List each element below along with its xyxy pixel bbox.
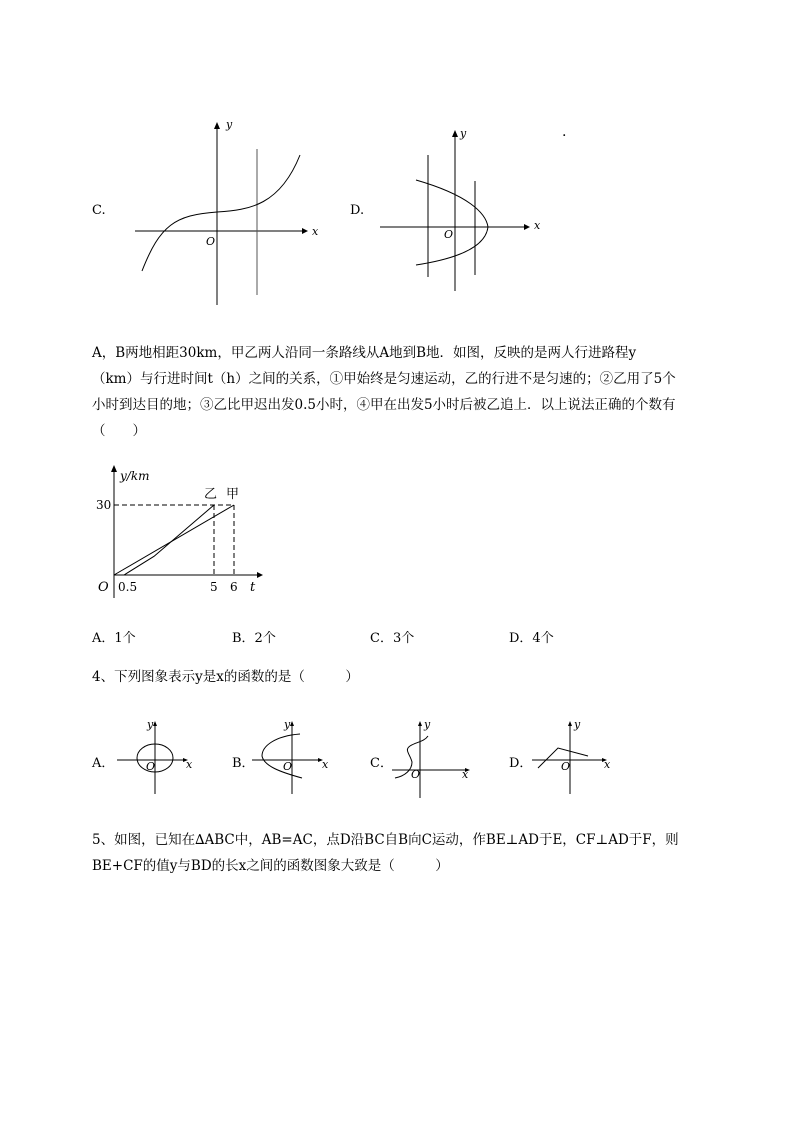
svg-text:O: O — [283, 760, 293, 773]
q5-line-2: BE+CF的值y与BD的长x之间的函数图象大致是（ ） — [92, 858, 449, 874]
q3-legend-yi: 乙 — [204, 487, 218, 502]
d-y-arrow — [452, 130, 458, 137]
q3-x-arrow — [257, 572, 263, 578]
svg-text:O: O — [146, 760, 156, 773]
q3-x-axis-label: t — [250, 580, 256, 595]
svg-text:y: y — [424, 718, 431, 731]
q2-option-c-label: C. — [92, 203, 106, 218]
c-cubic-curve — [142, 155, 300, 271]
q4-option-c-label: C． — [370, 756, 393, 771]
svg-text:x: x — [186, 758, 193, 771]
svg-text:x: x — [462, 768, 469, 781]
q4-question: 4、下列图象表示y是x的函数的是（ ） — [92, 669, 359, 685]
svg-text:O: O — [411, 768, 421, 781]
c-y-arrow — [214, 122, 220, 129]
q3-option-b: B．2个 — [232, 631, 276, 646]
q3-line-3: 小时到达目的地；③乙比甲迟出发0.5小时，④甲在出发5小时后被乙追上．以上说法正确的个数有 — [92, 397, 676, 413]
q4-option-a-label: A． — [92, 756, 115, 771]
d-parabola — [416, 180, 488, 265]
q3-x-tick-6: 6 — [230, 580, 238, 594]
stray-mark: . — [562, 124, 567, 140]
q2-option-c-graph — [130, 115, 330, 310]
q3-distance-time-chart — [92, 460, 272, 600]
svg-text:x: x — [604, 758, 611, 771]
svg-text:y: y — [147, 718, 154, 731]
q3-x-tick-0-5: 0.5 — [118, 580, 138, 594]
svg-text:x: x — [322, 758, 329, 771]
q3-origin-label: O — [98, 580, 109, 595]
q3-y-tick-30: 30 — [96, 498, 112, 512]
q2-option-d-label: D. — [350, 203, 365, 218]
q5-line-1: 5、如图，已知在∆ABC中，AB=AC，点D沿BC自B向C运动，作BE⊥AD于E，CF⊥AD于F，则 — [92, 832, 679, 848]
q4-graph-a — [115, 718, 200, 798]
svg-text:y: y — [284, 718, 291, 731]
q3-x-tick-5: 5 — [210, 580, 218, 594]
c-x-arrow — [302, 228, 308, 234]
svg-text:y: y — [574, 718, 581, 731]
q4-graph-b — [250, 718, 335, 798]
q3-line-4: （ ） — [92, 423, 146, 439]
q3-legend-jia: 甲 — [226, 487, 240, 502]
c-axis-y-label: y — [226, 118, 233, 131]
q3-y-axis-label: y/km — [120, 469, 150, 483]
d-x-arrow — [524, 224, 530, 230]
q3-option-a: A．1个 — [92, 631, 136, 646]
q4-graph-d — [530, 718, 615, 798]
q3-line-2: （km）与行进时间t（h）之间的关系，①甲始终是匀速运动，乙的行进不是匀速的；②乙用了5个 — [92, 371, 676, 387]
c-axis-x-label: x — [312, 225, 319, 238]
q3-option-c: C．3个 — [370, 631, 415, 646]
d-axis-y-label: y — [460, 127, 467, 140]
q3-line-1: A，B两地相距30km，甲乙两人沿同一条路线从A地到B地．如图，反映的是两人行进路程y — [92, 345, 637, 361]
q3-series-yi — [124, 505, 214, 575]
c-origin-label: O — [206, 235, 216, 248]
q4-graph-c — [390, 718, 475, 803]
d-axis-x-label: x — [534, 219, 541, 232]
q2-option-d-graph — [378, 125, 548, 295]
q4-option-b-label: B． — [232, 756, 255, 771]
q3-y-arrow — [111, 465, 117, 472]
q4-option-d-label: D． — [509, 756, 533, 771]
svg-text:O: O — [561, 760, 571, 773]
d-origin-label: O — [444, 228, 454, 241]
q3-series-jia — [114, 505, 234, 575]
q3-option-d: D．4个 — [509, 631, 554, 646]
q4-b-parabola — [262, 734, 302, 778]
